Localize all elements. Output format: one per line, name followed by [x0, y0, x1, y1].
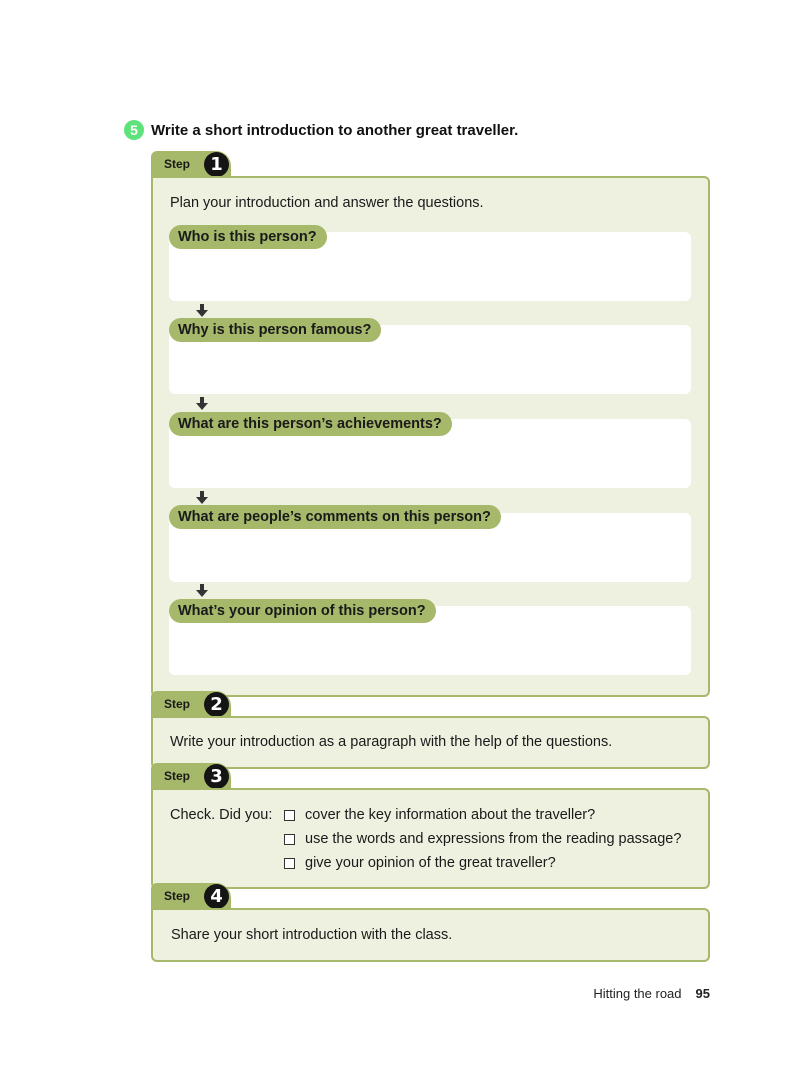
task-heading: [124, 119, 518, 141]
down-arrow-icon: [196, 584, 208, 597]
step-2-instruction: Write your introduction as a paragraph with the help of the questions.: [170, 734, 613, 750]
task-number-badge: 5: [124, 120, 144, 140]
step-label: Step: [164, 889, 191, 903]
step-1-number: 1: [204, 152, 229, 177]
page-number: 95: [695, 986, 710, 1001]
step-4-tab: [151, 883, 231, 910]
step-3-number: 3: [204, 764, 229, 789]
step-1-tab: [151, 151, 231, 178]
checkbox[interactable]: [284, 858, 295, 869]
step-2-number: 2: [204, 692, 229, 717]
down-arrow-icon: [196, 397, 208, 410]
checklist-item: [284, 807, 595, 823]
unit-title: Hitting the road: [593, 986, 682, 1001]
down-arrow-icon: [196, 491, 208, 504]
down-arrow-icon: [196, 304, 208, 317]
checklist-item-text: cover the key information about the traveller?: [305, 807, 596, 823]
checkbox[interactable]: [284, 810, 295, 821]
step-3-tab: [151, 763, 231, 790]
step-4-number: 4: [204, 884, 229, 909]
step-3-panel: [151, 788, 710, 889]
step-label: Step: [164, 697, 191, 711]
checkbox[interactable]: [284, 834, 295, 845]
question-4: What are people’s comments on this person?: [169, 505, 501, 529]
task-title: Write a short introduction to another great traveller.: [151, 121, 519, 139]
question-1: Who is this person?: [169, 225, 327, 249]
page-footer: [593, 986, 710, 1001]
checklist-item-text: use the words and expressions from the reading passage?: [305, 831, 682, 847]
step-4-instruction: Share your short introduction with the class.: [171, 927, 453, 943]
step-2-tab: [151, 691, 231, 718]
step-1-panel: [151, 176, 710, 697]
question-3: What are this person’s achievements?: [169, 412, 452, 436]
step-3-prefix: Check. Did you:: [170, 807, 273, 823]
question-2: Why is this person famous?: [169, 318, 381, 342]
checklist-item-text: give your opinion of the great traveller?: [305, 855, 556, 871]
step-2-panel: [151, 716, 710, 769]
checklist-item: [284, 831, 681, 847]
step-label: Step: [164, 769, 191, 783]
checklist-item: [284, 855, 556, 871]
step-label: Step: [164, 157, 191, 171]
step-4-panel: [151, 908, 710, 962]
question-5: What’s your opinion of this person?: [169, 599, 436, 623]
step-1-instruction: Plan your introduction and answer the questions.: [170, 195, 484, 211]
